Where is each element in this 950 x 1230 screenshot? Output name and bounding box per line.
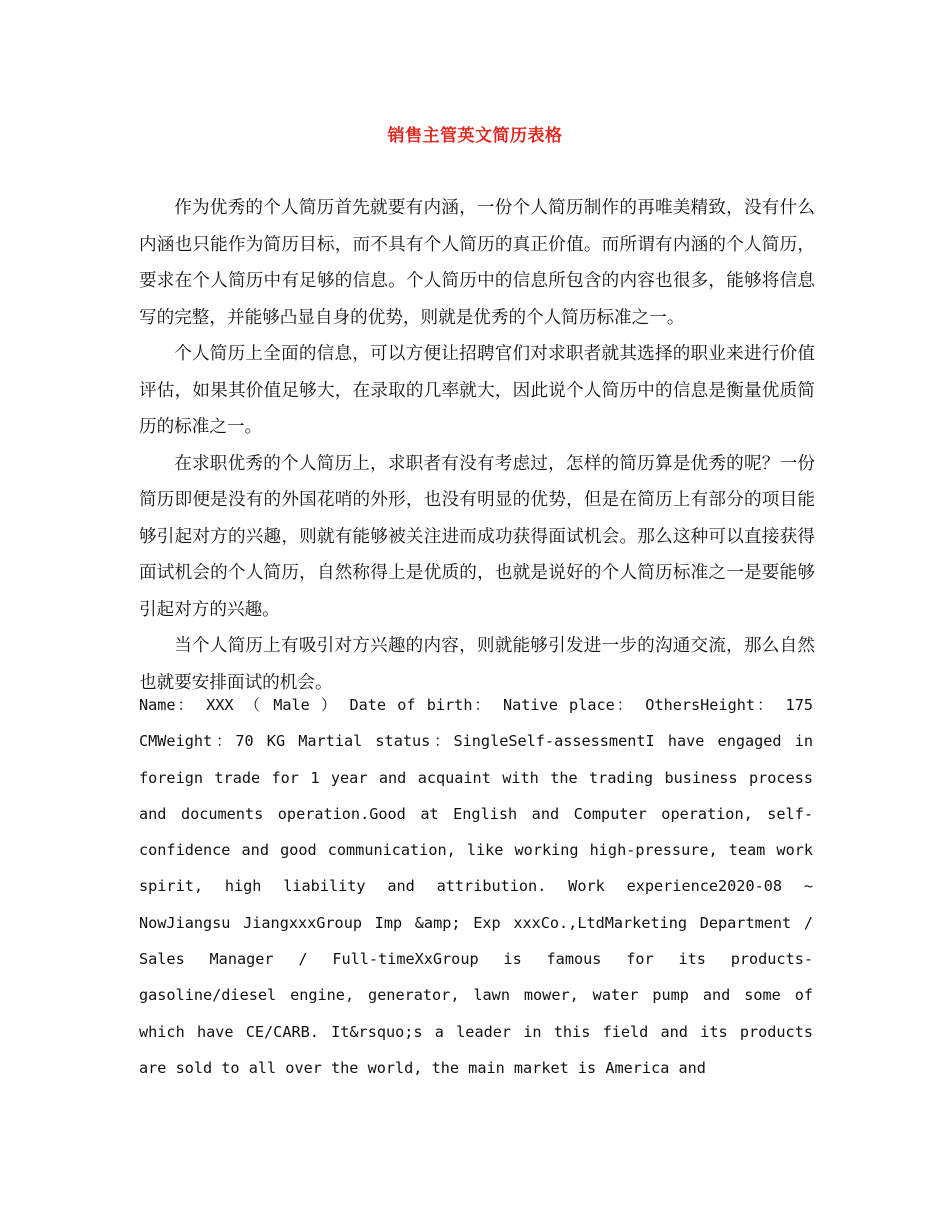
resume-text: Name： XXX （ Male ） Date of birth： Native place： OthersHeight： 175 CMWeight：70 KG Martial status：SingleSelf-assessmentI have engaged in foreign trade for 1 year and acquaint with the trading business process and documents operation.Good at English and Computer operation, self-confidence and good communication, like working high-pressure, team work spirit, high liability and attribution. Work experience2020-08 ~ NowJiangsu JiangxxxGroup Imp &amp; Exp xxxCo.,LtdMarketing Department / Sales Manager / Full-timeXxGroup is famous for its products-gasoline/diesel engine, generator, lawn mower, water pump and some of which have CE/CARB. It&rsquo;s a leader in this field and its products are sold to all over the world, the main market is America and (139, 696, 813, 1077)
paragraph: 作为优秀的个人简历首先就要有内涵，一份个人简历制作的再唯美精致，没有什么内涵也只能作为简历目标，而不具有个人简历的真正价值。而所谓有内涵的个人简历，要求在个人简历中有足够的信息。个人简历中的信息所包含的内容也很多，能够将信息写的完整，并能够凸显自身的优势，则就是优秀的个人简历标准之一。 (139, 198, 815, 328)
paragraph: 在求职优秀的个人简历上，求职者有没有考虑过，怎样的简历算是优秀的呢？一份简历即便是没有的外国花哨的外形，也没有明显的优势，但是在简历上有部分的项目能够引起对方的兴趣，则就有能够被关注进而成功获得面试机会。那么这种可以直接获得面试机会的个人简历，自然称得上是优质的，也就是说好的个人简历标准之一是要能够引起对方的兴趣。 (139, 453, 815, 620)
english-resume-body (139, 687, 813, 1086)
paragraph: 个人简历上全面的信息，可以方便让招聘官们对求职者就其选择的职业来进行价值评估，如果其价值足够大，在录取的几率就大，因此说个人简历中的信息是衡量优质简历的标准之一。 (139, 344, 815, 437)
chinese-body (139, 190, 815, 701)
document-title: 销售主管英文简历表格 (387, 126, 563, 146)
paragraph: 当个人简历上有吸引对方兴趣的内容，则就能够引发进一步的沟通交流，那么自然也就要安排面试的机会。 (139, 636, 815, 693)
